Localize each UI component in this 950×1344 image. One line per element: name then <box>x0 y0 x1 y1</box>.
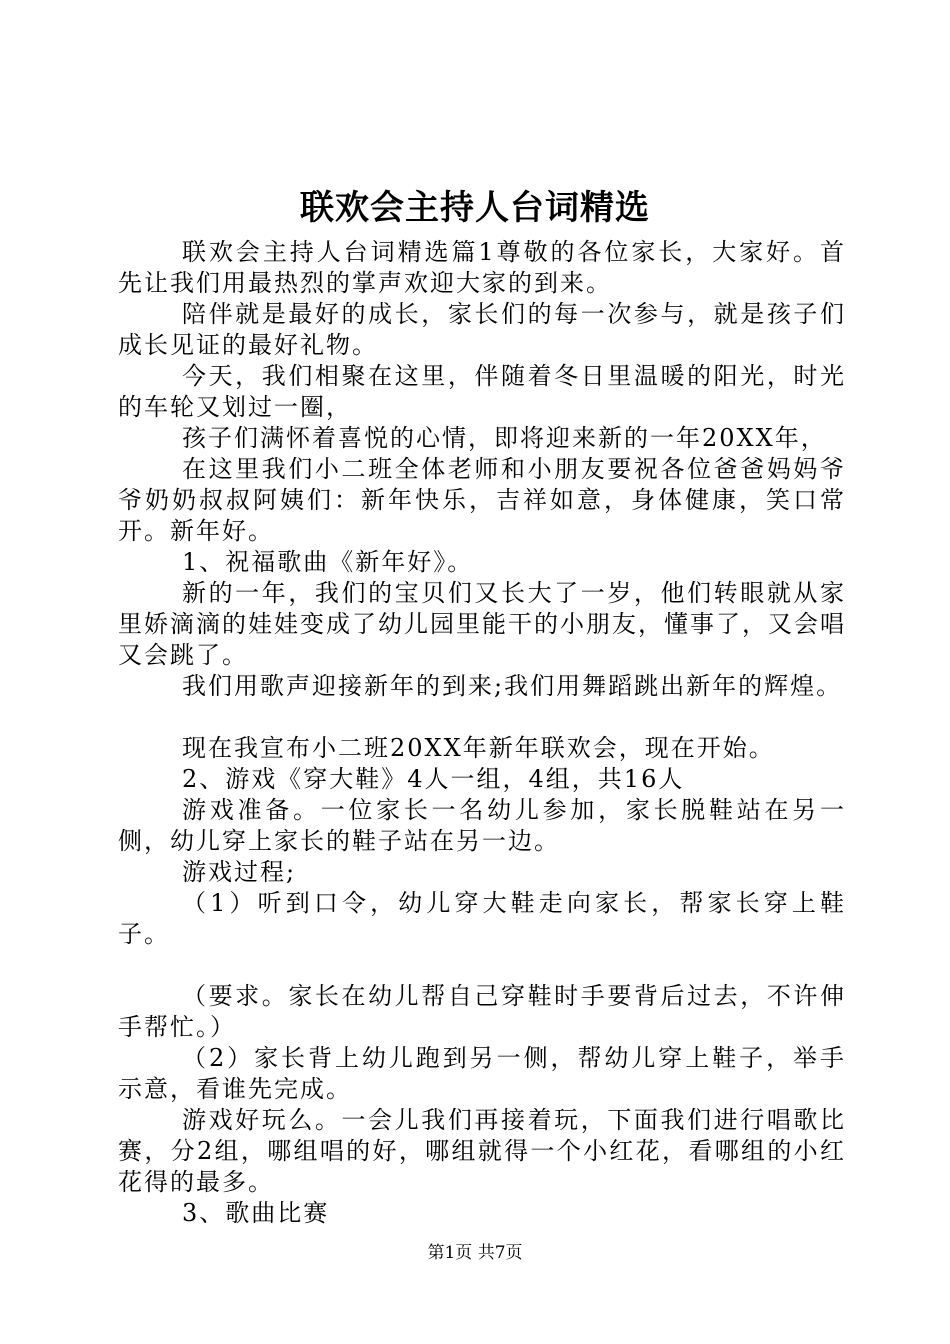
paragraph: 我们用歌声迎接新年的到来;我们用舞蹈跳出新年的辉煌。 <box>182 672 843 700</box>
paragraph: （要求。家长在幼儿帮自己穿鞋时手要背后过去，不许伸手帮忙。） <box>118 982 846 1041</box>
document-title: 联欢会主持人台词精选 <box>300 188 650 228</box>
blank-line <box>118 702 846 733</box>
paragraph: 陪伴就是最好的成长，家长们的每一次参与，就是孩子们成长见证的最好礼物。 <box>118 300 846 359</box>
paragraph: 3、歌曲比赛 <box>182 1199 330 1227</box>
blank-line <box>118 950 846 981</box>
paragraph: （2）家长背上幼儿跑到另一侧，帮幼儿穿上鞋子，举手示意，看谁先完成。 <box>118 1044 846 1103</box>
paragraph: 游戏好玩么。一会儿我们再接着玩，下面我们进行唱歌比赛，分2组，哪组唱的好，哪组就得一个小红花，看哪组的小红花得的最多。 <box>118 1106 846 1196</box>
paragraph: 游戏准备。一位家长一名幼儿参加，家长脱鞋站在另一侧，幼儿穿上家长的鞋子站在另一边。 <box>118 796 846 855</box>
paragraph: 今天，我们相聚在这里，伴随着冬日里温暖的阳光，时光的车轮又划过一圈， <box>118 362 846 421</box>
page-footer: 第1页 共7页 <box>427 1243 523 1263</box>
paragraph: 1、祝福歌曲《新年好》。 <box>182 548 474 576</box>
paragraph: 在这里我们小二班全体老师和小朋友要祝各位爸爸妈妈爷爷奶奶叔叔阿姨们：新年快乐，吉祥如意，身体健康，笑口常开。新年好。 <box>118 455 846 545</box>
paragraph: 2、游戏《穿大鞋》4人一组，4组，共16人 <box>182 765 685 793</box>
paragraph: 孩子们满怀着喜悦的心情，即将迎来新的一年20XX年， <box>182 424 827 452</box>
paragraph: 联欢会主持人台词精选篇1尊敬的各位家长，大家好。首先让我们用最热烈的掌声欢迎大家的到来。 <box>118 238 846 297</box>
paragraph: （1）听到口令，幼儿穿大鞋走向家长，帮家长穿上鞋子。 <box>118 889 846 948</box>
document-body <box>118 237 846 1229</box>
paragraph: 现在我宣布小二班20XX年新年联欢会，现在开始。 <box>182 734 775 762</box>
paragraph: 新的一年，我们的宝贝们又长大了一岁，他们转眼就从家里娇滴滴的娃娃变成了幼儿园里能干的小朋友，懂事了，又会唱又会跳了。 <box>118 579 846 669</box>
paragraph: 游戏过程; <box>182 858 297 886</box>
